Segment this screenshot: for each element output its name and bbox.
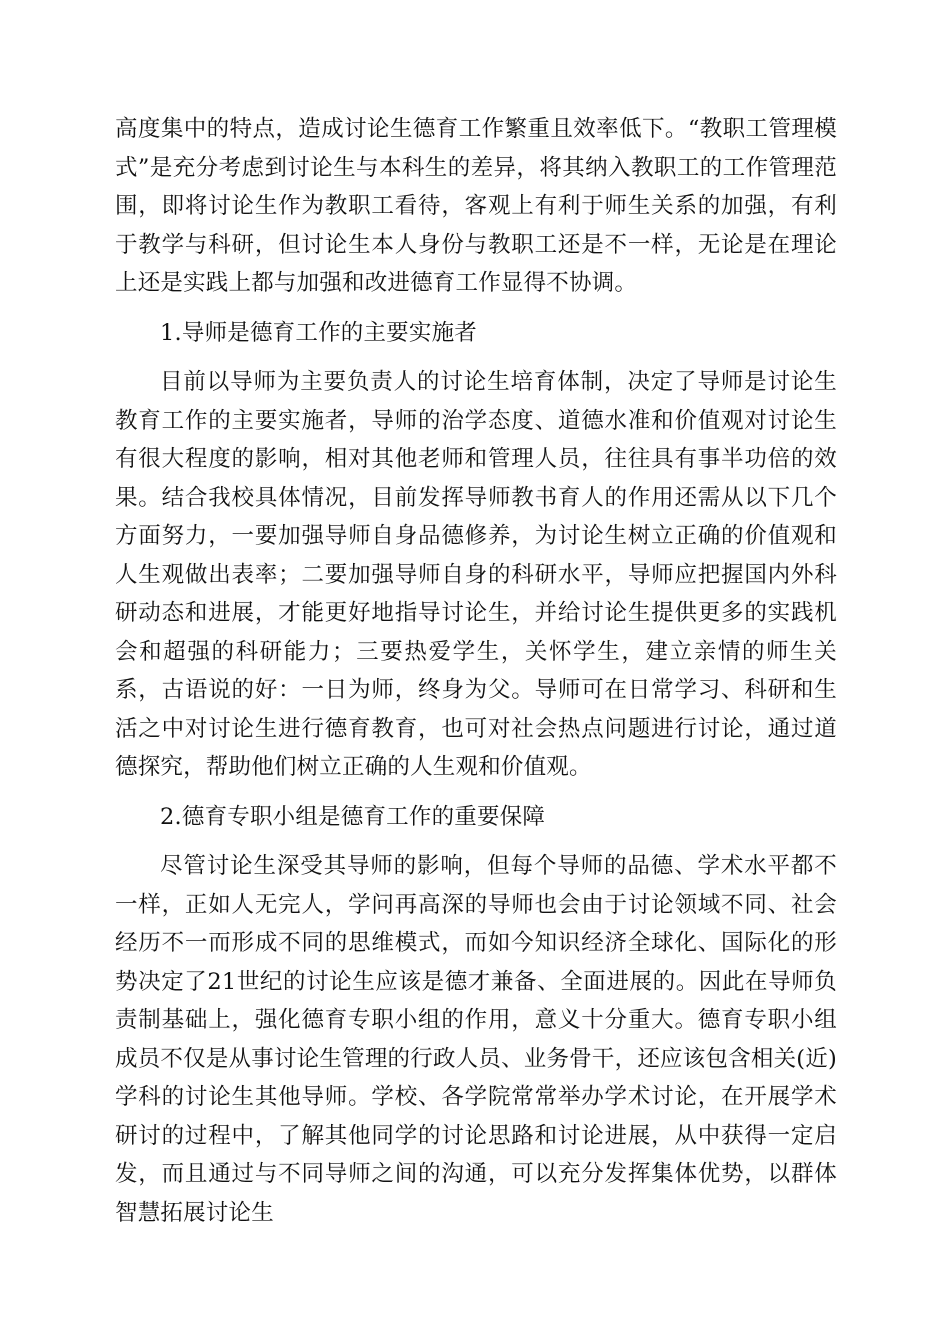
section-heading-2: 2.德育专职小组是德育工作的重要保障 [160, 803, 546, 830]
paragraph-moral-group: 尽管讨论生深受其导师的影响，但每个导师的品德、学术水平都不一样，正如人无完人，学问再高深的导师也会由于讨论领域不同、社会经历不一而形成不同的思维模式，而如今知识经济全球化、国际化的形势决定了21世纪的讨论生应该是德才兼备、全面进展的。因此在导师负责制基础上，强化德育专职小组的作用，意义十分重大。德育专职小组成员不仅是从事讨论生管理的行政人员、业务骨干，还应该包含相关(近)学科的讨论生其他导师。学校、各学院常常举办学术讨论，在开展学术研讨的过程中，了解其他同学的讨论思路和讨论进展，从中获得一定启发，而且通过与不同导师之间的沟通，可以充分发挥集体优势，以群体智慧拓展讨论生 [115, 853, 837, 1226]
section-heading-1: 1.导师是德育工作的主要实施者 [160, 319, 477, 346]
paragraph-continued: 高度集中的特点，造成讨论生德育工作繁重且效率低下。“教职工管理模式”是充分考虑到讨论生与本科生的差异，将其纳入教职工的工作管理范围，即将讨论生作为教职工看待，客观上有利于师生关系的加强，有利于教学与科研，但讨论生本人身份与教职工还是不一样，无论是在理论上还是实践上都与加强和改进德育工作显得不协调。 [115, 116, 837, 296]
document-body [115, 110, 837, 1232]
paragraph-tutor: 目前以导师为主要负责人的讨论生培育体制，决定了导师是讨论生教育工作的主要实施者，导师的治学态度、道德水准和价值观对讨论生有很大程度的影响，相对其他老师和管理人员，往往具有事半功倍的效果。结合我校具体情况，目前发挥导师教书育人的作用还需从以下几个方面努力，一要加强导师自身品德修养，为讨论生树立正确的价值观和人生观做出表率；二要加强导师自身的科研水平，导师应把握国内外科研动态和进展，才能更好地指导讨论生，并给讨论生提供更多的实践机会和超强的科研能力；三要热爱学生，关怀学生，建立亲情的师生关系，古语说的好：一日为师，终身为父。导师可在日常学习、科研和生活之中对讨论生进行德育教育，也可对社会热点问题进行讨论，通过道德探究，帮助他们树立正确的人生观和价值观。 [115, 369, 837, 780]
